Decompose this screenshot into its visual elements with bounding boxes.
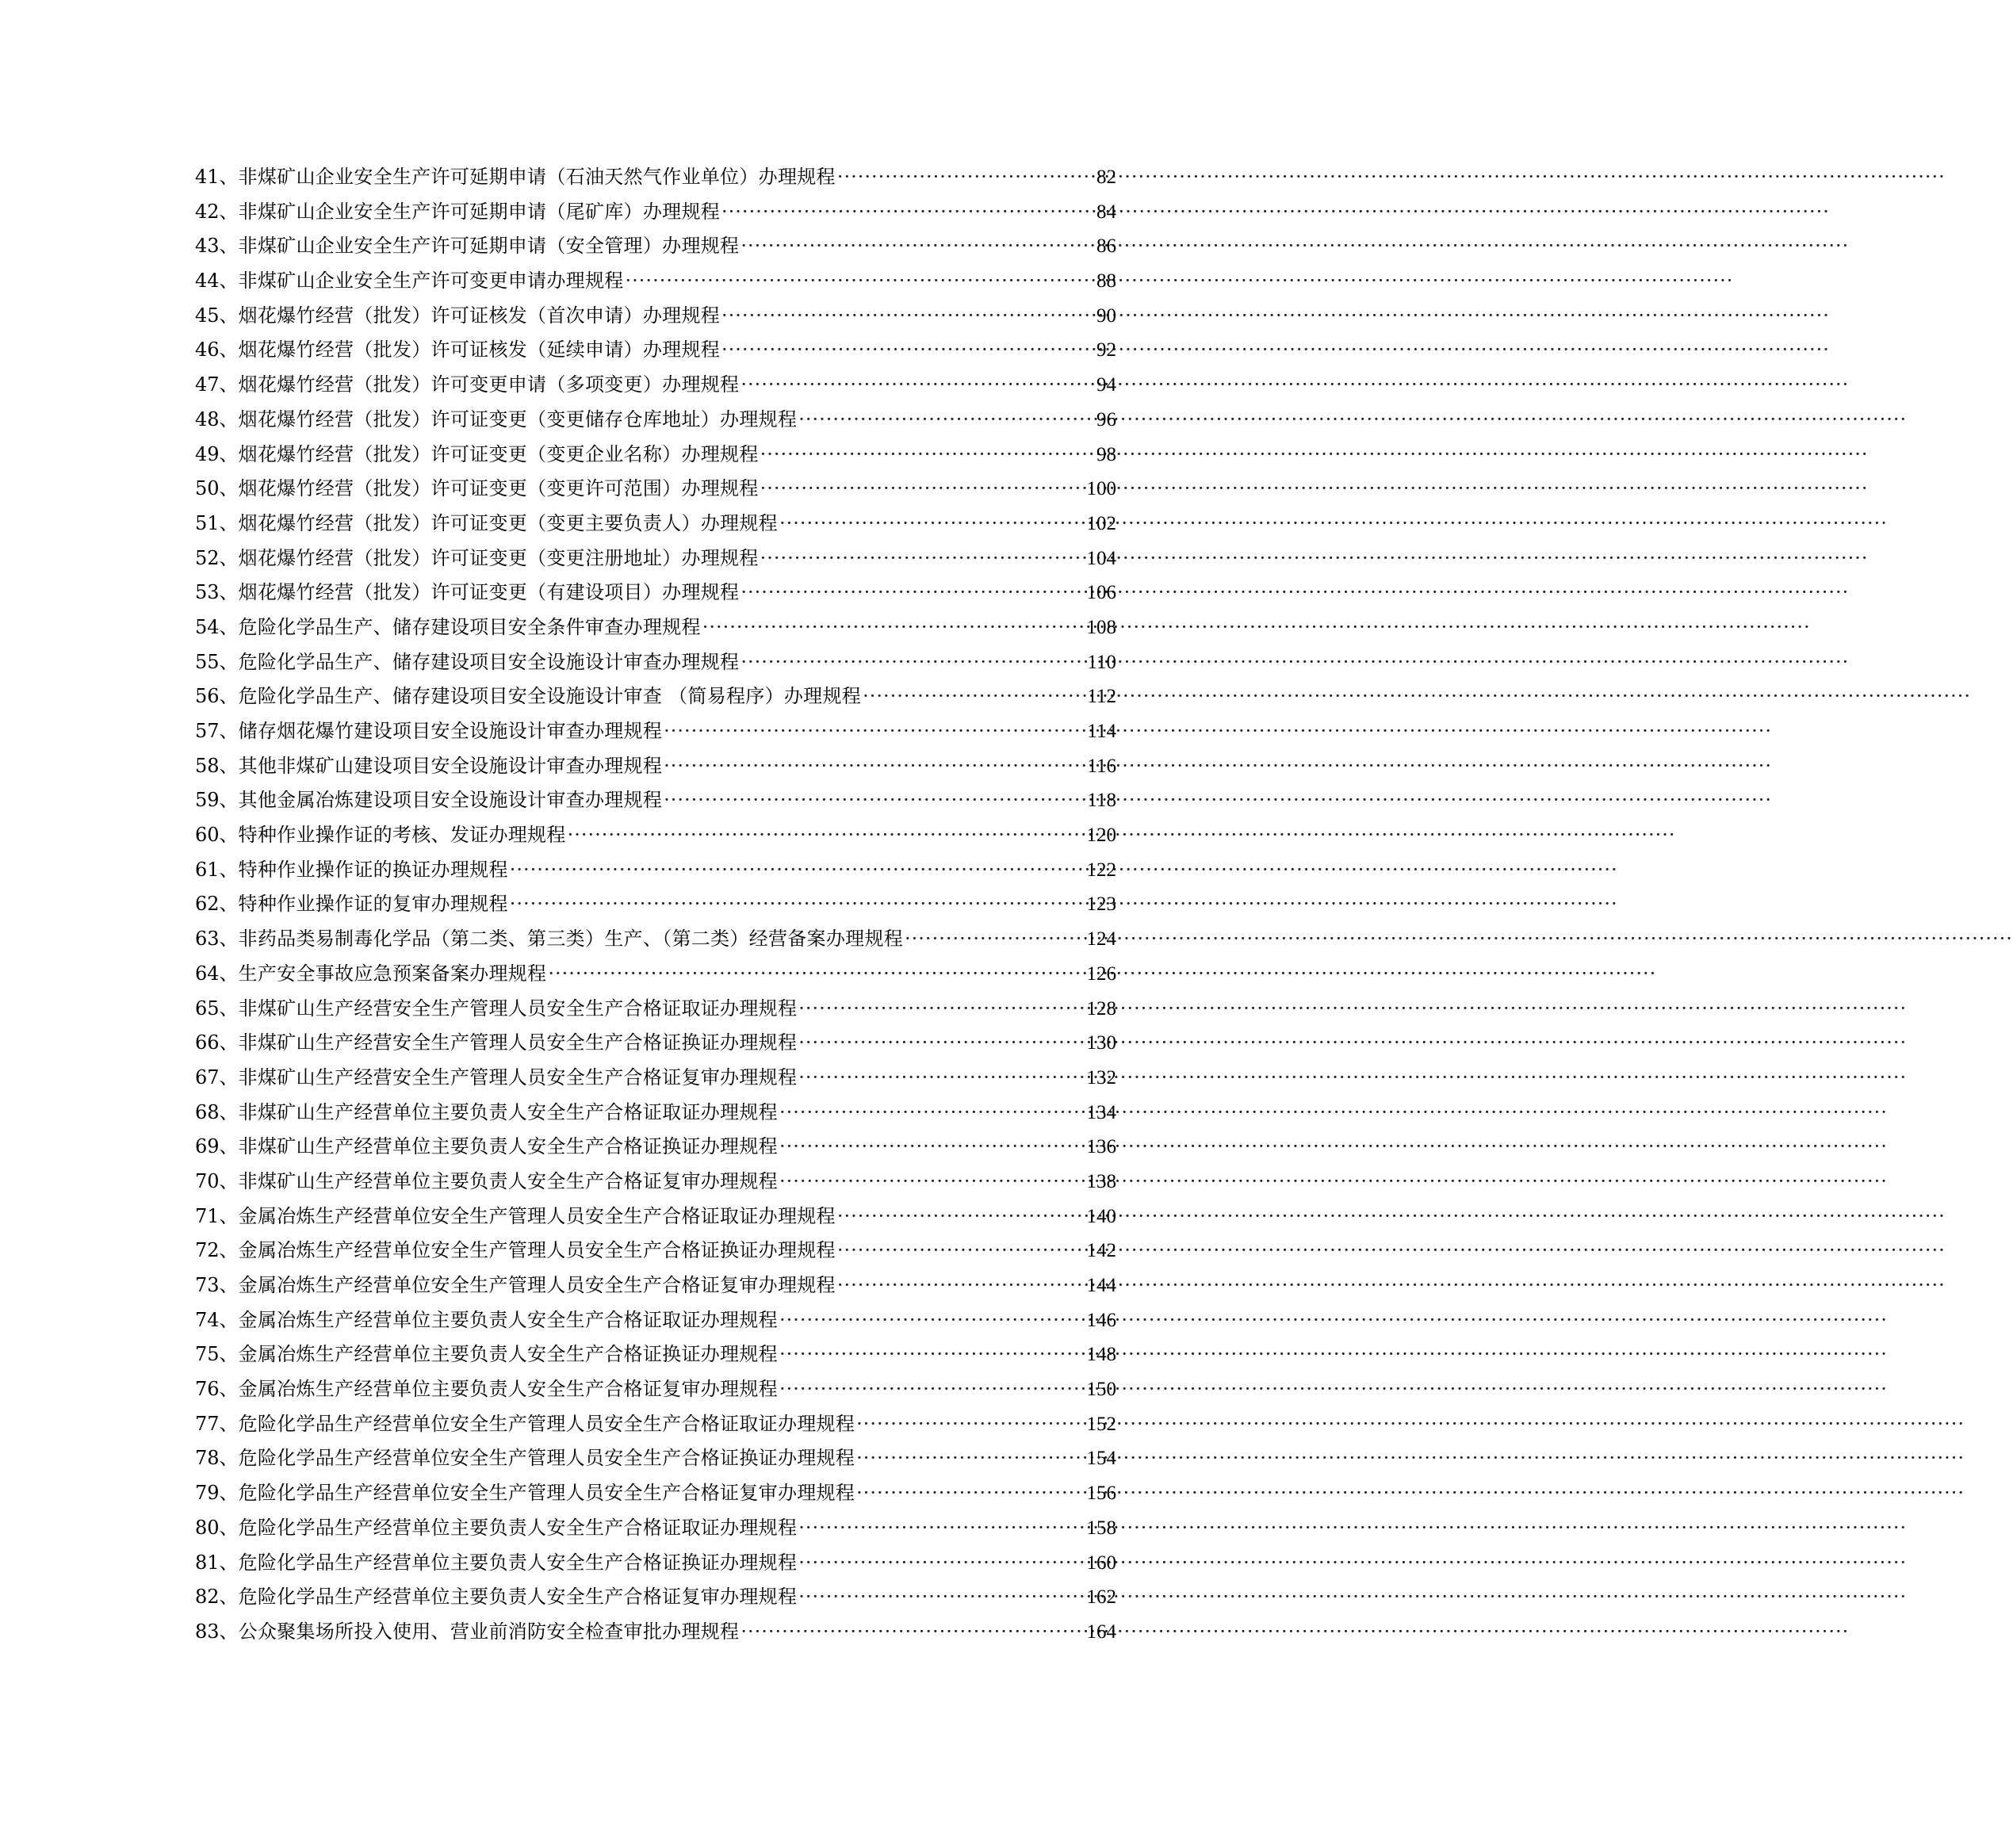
toc-entry[interactable]	[195, 1165, 1116, 1199]
toc-dot-leader	[548, 957, 1085, 992]
toc-dot-leader	[779, 1337, 1085, 1372]
toc-entry-title: 公众聚集场所投入使用、营业前消防安全检查审批办理规程	[238, 1620, 740, 1643]
toc-entry-number: 62、	[195, 893, 239, 916]
toc-dot-leader	[721, 333, 1095, 368]
toc-entry-title: 非煤矿山生产经营安全生产管理人员安全生产合格证复审办理规程	[238, 1066, 798, 1089]
toc-entry-page-number: 106	[1086, 582, 1116, 604]
toc-entry-page-number: 104	[1086, 547, 1116, 569]
toc-entry-title: 非煤矿山生产经营单位主要负责人安全生产合格证取证办理规程	[238, 1100, 778, 1123]
toc-entry-title: 危险化学品生产经营单位主要负责人安全生产合格证换证办理规程	[238, 1551, 798, 1574]
toc-entry[interactable]	[195, 299, 1116, 334]
toc-entry-title: 烟花爆竹经营（批发）许可证核发（延续申请）办理规程	[238, 339, 721, 362]
toc-entry-title: 危险化学品生产、储存建设项目安全设施设计审查 （简易程序）办理规程	[238, 685, 862, 708]
toc-entry-title: 非煤矿山生产经营单位主要负责人安全生产合格证换证办理规程	[238, 1135, 778, 1158]
toc-entry-title: 其他金属冶炼建设项目安全设施设计审查办理规程	[238, 789, 663, 812]
toc-entry-title: 烟花爆竹经营（批发）许可证核发（首次申请）办理规程	[238, 304, 721, 327]
toc-entry[interactable]	[195, 438, 1116, 473]
toc-dot-leader	[905, 922, 1085, 957]
toc-entry-page-number: 160	[1086, 1551, 1116, 1574]
toc-entry-number: 53、	[195, 581, 239, 604]
toc-entry[interactable]	[195, 1303, 1116, 1338]
toc-entry-title: 非煤矿山生产经营安全生产管理人员安全生产合格证取证办理规程	[238, 997, 798, 1020]
toc-entry-title: 烟花爆竹经营（批发）许可证变更（变更主要负责人）办理规程	[238, 511, 778, 534]
toc-dot-leader	[664, 714, 1085, 749]
toc-entry[interactable]	[195, 1337, 1116, 1372]
toc-entry-page-number: 88	[1096, 270, 1116, 293]
toc-entry-page-number: 120	[1086, 825, 1116, 847]
toc-entry[interactable]	[195, 922, 1116, 957]
toc-entry-number: 67、	[195, 1066, 239, 1089]
toc-entry-number: 46、	[195, 339, 239, 362]
toc-entry-page-number: 156	[1086, 1483, 1116, 1505]
toc-entry[interactable]	[195, 160, 1116, 195]
toc-entry-page-number: 126	[1086, 962, 1116, 985]
toc-entry-page-number: 102	[1086, 512, 1116, 534]
toc-dot-leader	[702, 610, 1085, 645]
toc-entry[interactable]	[195, 645, 1116, 680]
toc-entry-page-number: 114	[1087, 721, 1116, 742]
toc-entry-title: 非煤矿山企业安全生产许可延期申请（安全管理）办理规程	[238, 235, 740, 258]
toc-entry[interactable]	[195, 229, 1116, 264]
toc-entry-number: 83、	[195, 1620, 239, 1643]
toc-entry-title: 烟花爆竹经营（批发）许可变更申请（多项变更）办理规程	[238, 373, 740, 396]
toc-dot-leader	[856, 1407, 1085, 1442]
toc-entry-number: 80、	[195, 1516, 239, 1539]
toc-entry-number: 55、	[195, 650, 239, 673]
toc-dot-leader	[664, 749, 1085, 784]
toc-entry-title: 金属冶炼生产经营单位安全生产管理人员安全生产合格证取证办理规程	[238, 1204, 836, 1227]
toc-entry-title: 烟花爆竹经营（批发）许可证变更（变更注册地址）办理规程	[238, 546, 759, 569]
toc-entry-title: 特种作业操作证的复审办理规程	[238, 893, 508, 916]
toc-entry-title: 非药品类易制毒化学品（第二类、第三类）生产、（第二类）经营备案办理规程	[238, 928, 904, 951]
toc-entry-page-number: 116	[1087, 755, 1116, 777]
toc-entry[interactable]	[195, 1234, 1116, 1268]
toc-entry-number: 65、	[195, 997, 239, 1020]
toc-entry[interactable]	[195, 1407, 1116, 1442]
toc-entry-page-number: 142	[1086, 1240, 1116, 1262]
toc-entry-number: 78、	[195, 1447, 239, 1470]
toc-entry-number: 75、	[195, 1343, 239, 1366]
toc-entry-title: 危险化学品生产经营单位安全生产管理人员安全生产合格证复审办理规程	[238, 1482, 855, 1505]
toc-entry-number: 64、	[195, 962, 239, 985]
toc-entry[interactable]	[195, 264, 1116, 299]
toc-entry-number: 72、	[195, 1239, 239, 1262]
toc-entry-page-number: 118	[1087, 790, 1116, 812]
toc-entry-number: 56、	[195, 685, 239, 708]
toc-entry-number: 44、	[195, 270, 239, 293]
toc-entry-title: 其他非煤矿山建设项目安全设施设计审查办理规程	[238, 754, 663, 777]
toc-entry-title: 非煤矿山企业安全生产许可延期申请（尾矿库）办理规程	[238, 200, 721, 223]
toc-dot-leader	[760, 438, 1095, 473]
toc-entry-number: 61、	[195, 858, 239, 881]
toc-entry-title: 危险化学品生产经营单位安全生产管理人员安全生产合格证换证办理规程	[238, 1447, 855, 1470]
toc-entry-number: 68、	[195, 1100, 239, 1123]
toc-dot-leader	[863, 679, 1085, 714]
toc-entry-title: 烟花爆竹经营（批发）许可证变更（有建设项目）办理规程	[238, 581, 740, 604]
toc-entry-page-number: 92	[1096, 339, 1116, 362]
toc-entry-number: 58、	[195, 754, 239, 777]
toc-entry-number: 76、	[195, 1378, 239, 1401]
toc-dot-leader	[798, 1061, 1085, 1096]
toc-entry-page-number: 134	[1086, 1101, 1116, 1123]
toc-dot-leader	[510, 853, 1085, 888]
toc-entry-number: 74、	[195, 1308, 239, 1331]
toc-dot-leader	[779, 1165, 1085, 1199]
toc-dot-leader	[510, 887, 1085, 922]
toc-entry[interactable]	[195, 507, 1116, 541]
toc-entry-number: 77、	[195, 1412, 239, 1435]
toc-entry-title: 非煤矿山生产经营单位主要负责人安全生产合格证复审办理规程	[238, 1169, 778, 1192]
toc-entry-title: 危险化学品生产经营单位安全生产管理人员安全生产合格证取证办理规程	[238, 1412, 855, 1435]
toc-entry-title: 金属冶炼生产经营单位主要负责人安全生产合格证取证办理规程	[238, 1308, 778, 1331]
toc-entry-page-number: 132	[1086, 1066, 1116, 1089]
toc-entry[interactable]	[195, 576, 1116, 610]
toc-entry-page-number: 94	[1096, 374, 1116, 396]
toc-entry-page-number: 152	[1086, 1413, 1116, 1435]
toc-dot-leader	[664, 783, 1085, 818]
toc-entry[interactable]	[195, 195, 1116, 230]
toc-entry[interactable]	[195, 1441, 1116, 1476]
toc-entry-number: 57、	[195, 720, 239, 742]
toc-dot-leader	[837, 1268, 1085, 1303]
toc-entry-number: 43、	[195, 235, 239, 258]
toc-entry-number: 71、	[195, 1204, 239, 1227]
toc-dot-leader	[779, 1303, 1085, 1338]
toc-entry[interactable]	[195, 1580, 1116, 1615]
toc-entry-number: 48、	[195, 407, 239, 430]
toc-entry-number: 59、	[195, 789, 239, 812]
toc-entry[interactable]	[195, 541, 1116, 576]
toc-entry-page-number: 122	[1086, 859, 1116, 881]
toc-dot-leader	[779, 1096, 1085, 1131]
toc-entry-page-number: 123	[1086, 893, 1116, 916]
toc-entry-number: 42、	[195, 200, 239, 223]
toc-entry-page-number: 84	[1096, 201, 1116, 223]
toc-entry-page-number: 86	[1096, 235, 1116, 258]
toc-entry-number: 47、	[195, 373, 239, 396]
toc-entry-title: 烟花爆竹经营（批发）许可证变更（变更企业名称）办理规程	[238, 442, 759, 465]
toc-dot-leader	[721, 299, 1095, 334]
toc-entry[interactable]	[195, 472, 1116, 507]
toc-dot-leader	[837, 160, 1095, 195]
toc-entry-page-number: 154	[1086, 1448, 1116, 1470]
toc-entry[interactable]	[195, 1511, 1116, 1546]
toc-entry-number: 63、	[195, 928, 239, 951]
toc-entry-number: 79、	[195, 1482, 239, 1505]
toc-dot-leader	[626, 264, 1095, 299]
toc-entry-number: 49、	[195, 442, 239, 465]
toc-entry-number: 73、	[195, 1274, 239, 1296]
toc-entry[interactable]	[195, 1130, 1116, 1165]
toc-entry[interactable]	[195, 1268, 1116, 1303]
toc-entry-title: 金属冶炼生产经营单位主要负责人安全生产合格证复审办理规程	[238, 1378, 778, 1401]
toc-entry-title: 烟花爆竹经营（批发）许可证变更（变更许可范围）办理规程	[238, 477, 759, 500]
toc-dot-leader	[856, 1476, 1085, 1511]
toc-dot-leader	[779, 1130, 1085, 1165]
toc-entry[interactable]	[195, 992, 1116, 1027]
toc-entry-page-number: 148	[1086, 1344, 1116, 1366]
toc-entry-number: 81、	[195, 1551, 239, 1574]
table-of-contents	[195, 160, 1116, 1650]
toc-entry[interactable]	[195, 1546, 1116, 1581]
toc-entry-page-number: 138	[1086, 1170, 1116, 1192]
toc-entry-title: 危险化学品生产经营单位主要负责人安全生产合格证复审办理规程	[238, 1586, 798, 1609]
toc-dot-leader	[568, 818, 1085, 853]
toc-entry-page-number: 164	[1086, 1620, 1116, 1643]
toc-dot-leader	[741, 576, 1085, 610]
toc-entry-number: 69、	[195, 1135, 239, 1158]
toc-dot-leader	[798, 403, 1095, 438]
toc-dot-leader	[760, 472, 1085, 507]
toc-dot-leader	[721, 195, 1095, 230]
toc-dot-leader	[798, 1026, 1085, 1061]
toc-dot-leader	[741, 368, 1095, 403]
toc-entry-page-number: 144	[1086, 1275, 1116, 1296]
toc-dot-leader	[837, 1199, 1085, 1234]
toc-entry-page-number: 140	[1086, 1205, 1116, 1227]
toc-entry-title: 特种作业操作证的换证办理规程	[238, 858, 508, 881]
toc-entry-page-number: 158	[1086, 1517, 1116, 1539]
toc-entry[interactable]	[195, 1476, 1116, 1511]
toc-entry[interactable]	[195, 714, 1116, 749]
toc-entry[interactable]	[195, 1096, 1116, 1131]
toc-dot-leader	[741, 1615, 1085, 1650]
toc-entry-number: 54、	[195, 615, 239, 638]
toc-entry[interactable]	[195, 333, 1116, 368]
toc-dot-leader	[741, 229, 1095, 264]
toc-entry[interactable]	[195, 783, 1116, 818]
toc-entry-number: 52、	[195, 546, 239, 569]
toc-entry-title: 储存烟花爆竹建设项目安全设施设计审查办理规程	[238, 720, 663, 742]
toc-entry[interactable]	[195, 610, 1116, 645]
toc-entry-page-number: 112	[1087, 686, 1116, 708]
toc-entry-page-number: 150	[1086, 1379, 1116, 1401]
toc-entry[interactable]	[195, 853, 1116, 888]
toc-entry-page-number: 130	[1086, 1032, 1116, 1054]
toc-entry-number: 70、	[195, 1169, 239, 1192]
toc-entry-number: 60、	[195, 824, 239, 847]
toc-entry-page-number: 124	[1086, 928, 1116, 951]
toc-entry[interactable]	[195, 818, 1116, 853]
toc-entry-page-number: 110	[1087, 651, 1116, 673]
toc-entry-page-number: 162	[1086, 1586, 1116, 1609]
toc-entry-page-number: 128	[1086, 997, 1116, 1020]
toc-entry-title: 危险化学品生产经营单位主要负责人安全生产合格证取证办理规程	[238, 1516, 798, 1539]
toc-dot-leader	[798, 1546, 1085, 1581]
toc-entry[interactable]	[195, 368, 1116, 403]
toc-dot-leader	[798, 992, 1085, 1027]
toc-entry-page-number: 90	[1096, 304, 1116, 327]
toc-entry-number: 66、	[195, 1031, 239, 1054]
toc-entry[interactable]	[195, 403, 1116, 438]
toc-entry-page-number: 108	[1086, 616, 1116, 638]
toc-entry-page-number: 146	[1086, 1309, 1116, 1331]
toc-entry-title: 特种作业操作证的考核、发证办理规程	[238, 824, 566, 847]
toc-entry-page-number: 100	[1086, 478, 1116, 500]
toc-entry-page-number: 96	[1096, 408, 1116, 430]
toc-entry[interactable]	[195, 679, 1116, 714]
toc-entry[interactable]	[195, 1026, 1116, 1061]
toc-entry-title: 生产安全事故应急预案备案办理规程	[238, 962, 547, 985]
toc-dot-leader	[856, 1441, 1085, 1476]
toc-entry[interactable]	[195, 887, 1116, 922]
toc-entry-number: 45、	[195, 304, 239, 327]
toc-dot-leader	[779, 1372, 1085, 1407]
toc-entry[interactable]	[195, 1615, 1116, 1650]
toc-entry[interactable]	[195, 1372, 1116, 1407]
toc-dot-leader	[779, 507, 1085, 541]
toc-entry-title: 非煤矿山企业安全生产许可变更申请办理规程	[238, 270, 624, 293]
toc-entry-number: 41、	[195, 166, 239, 188]
toc-entry-title: 金属冶炼生产经营单位安全生产管理人员安全生产合格证换证办理规程	[238, 1239, 836, 1262]
toc-entry-page-number: 98	[1096, 443, 1116, 465]
toc-dot-leader	[760, 541, 1085, 576]
toc-entry-page-number: 136	[1086, 1136, 1116, 1158]
toc-entry-title: 非煤矿山企业安全生产许可延期申请（石油天然气作业单位）办理规程	[238, 166, 836, 188]
toc-entry-number: 51、	[195, 511, 239, 534]
toc-entry[interactable]	[195, 1199, 1116, 1234]
toc-entry-title: 危险化学品生产、储存建设项目安全设施设计审查办理规程	[238, 650, 740, 673]
toc-entry-number: 82、	[195, 1586, 239, 1609]
toc-entry-title: 非煤矿山生产经营安全生产管理人员安全生产合格证换证办理规程	[238, 1031, 798, 1054]
toc-entry-page-number: 82	[1096, 166, 1116, 188]
toc-entry-number: 50、	[195, 477, 239, 500]
toc-entry[interactable]	[195, 749, 1116, 784]
toc-entry[interactable]	[195, 957, 1116, 992]
toc-entry[interactable]	[195, 1061, 1116, 1096]
toc-entry-title: 烟花爆竹经营（批发）许可证变更（变更储存仓库地址）办理规程	[238, 407, 798, 430]
toc-dot-leader	[798, 1511, 1085, 1546]
toc-entry-title: 金属冶炼生产经营单位主要负责人安全生产合格证换证办理规程	[238, 1343, 778, 1366]
toc-dot-leader	[837, 1234, 1085, 1268]
toc-dot-leader	[741, 645, 1085, 680]
toc-entry-title: 危险化学品生产、储存建设项目安全条件审查办理规程	[238, 615, 701, 638]
toc-entry-title: 金属冶炼生产经营单位安全生产管理人员安全生产合格证复审办理规程	[238, 1274, 836, 1296]
toc-dot-leader	[798, 1580, 1085, 1615]
